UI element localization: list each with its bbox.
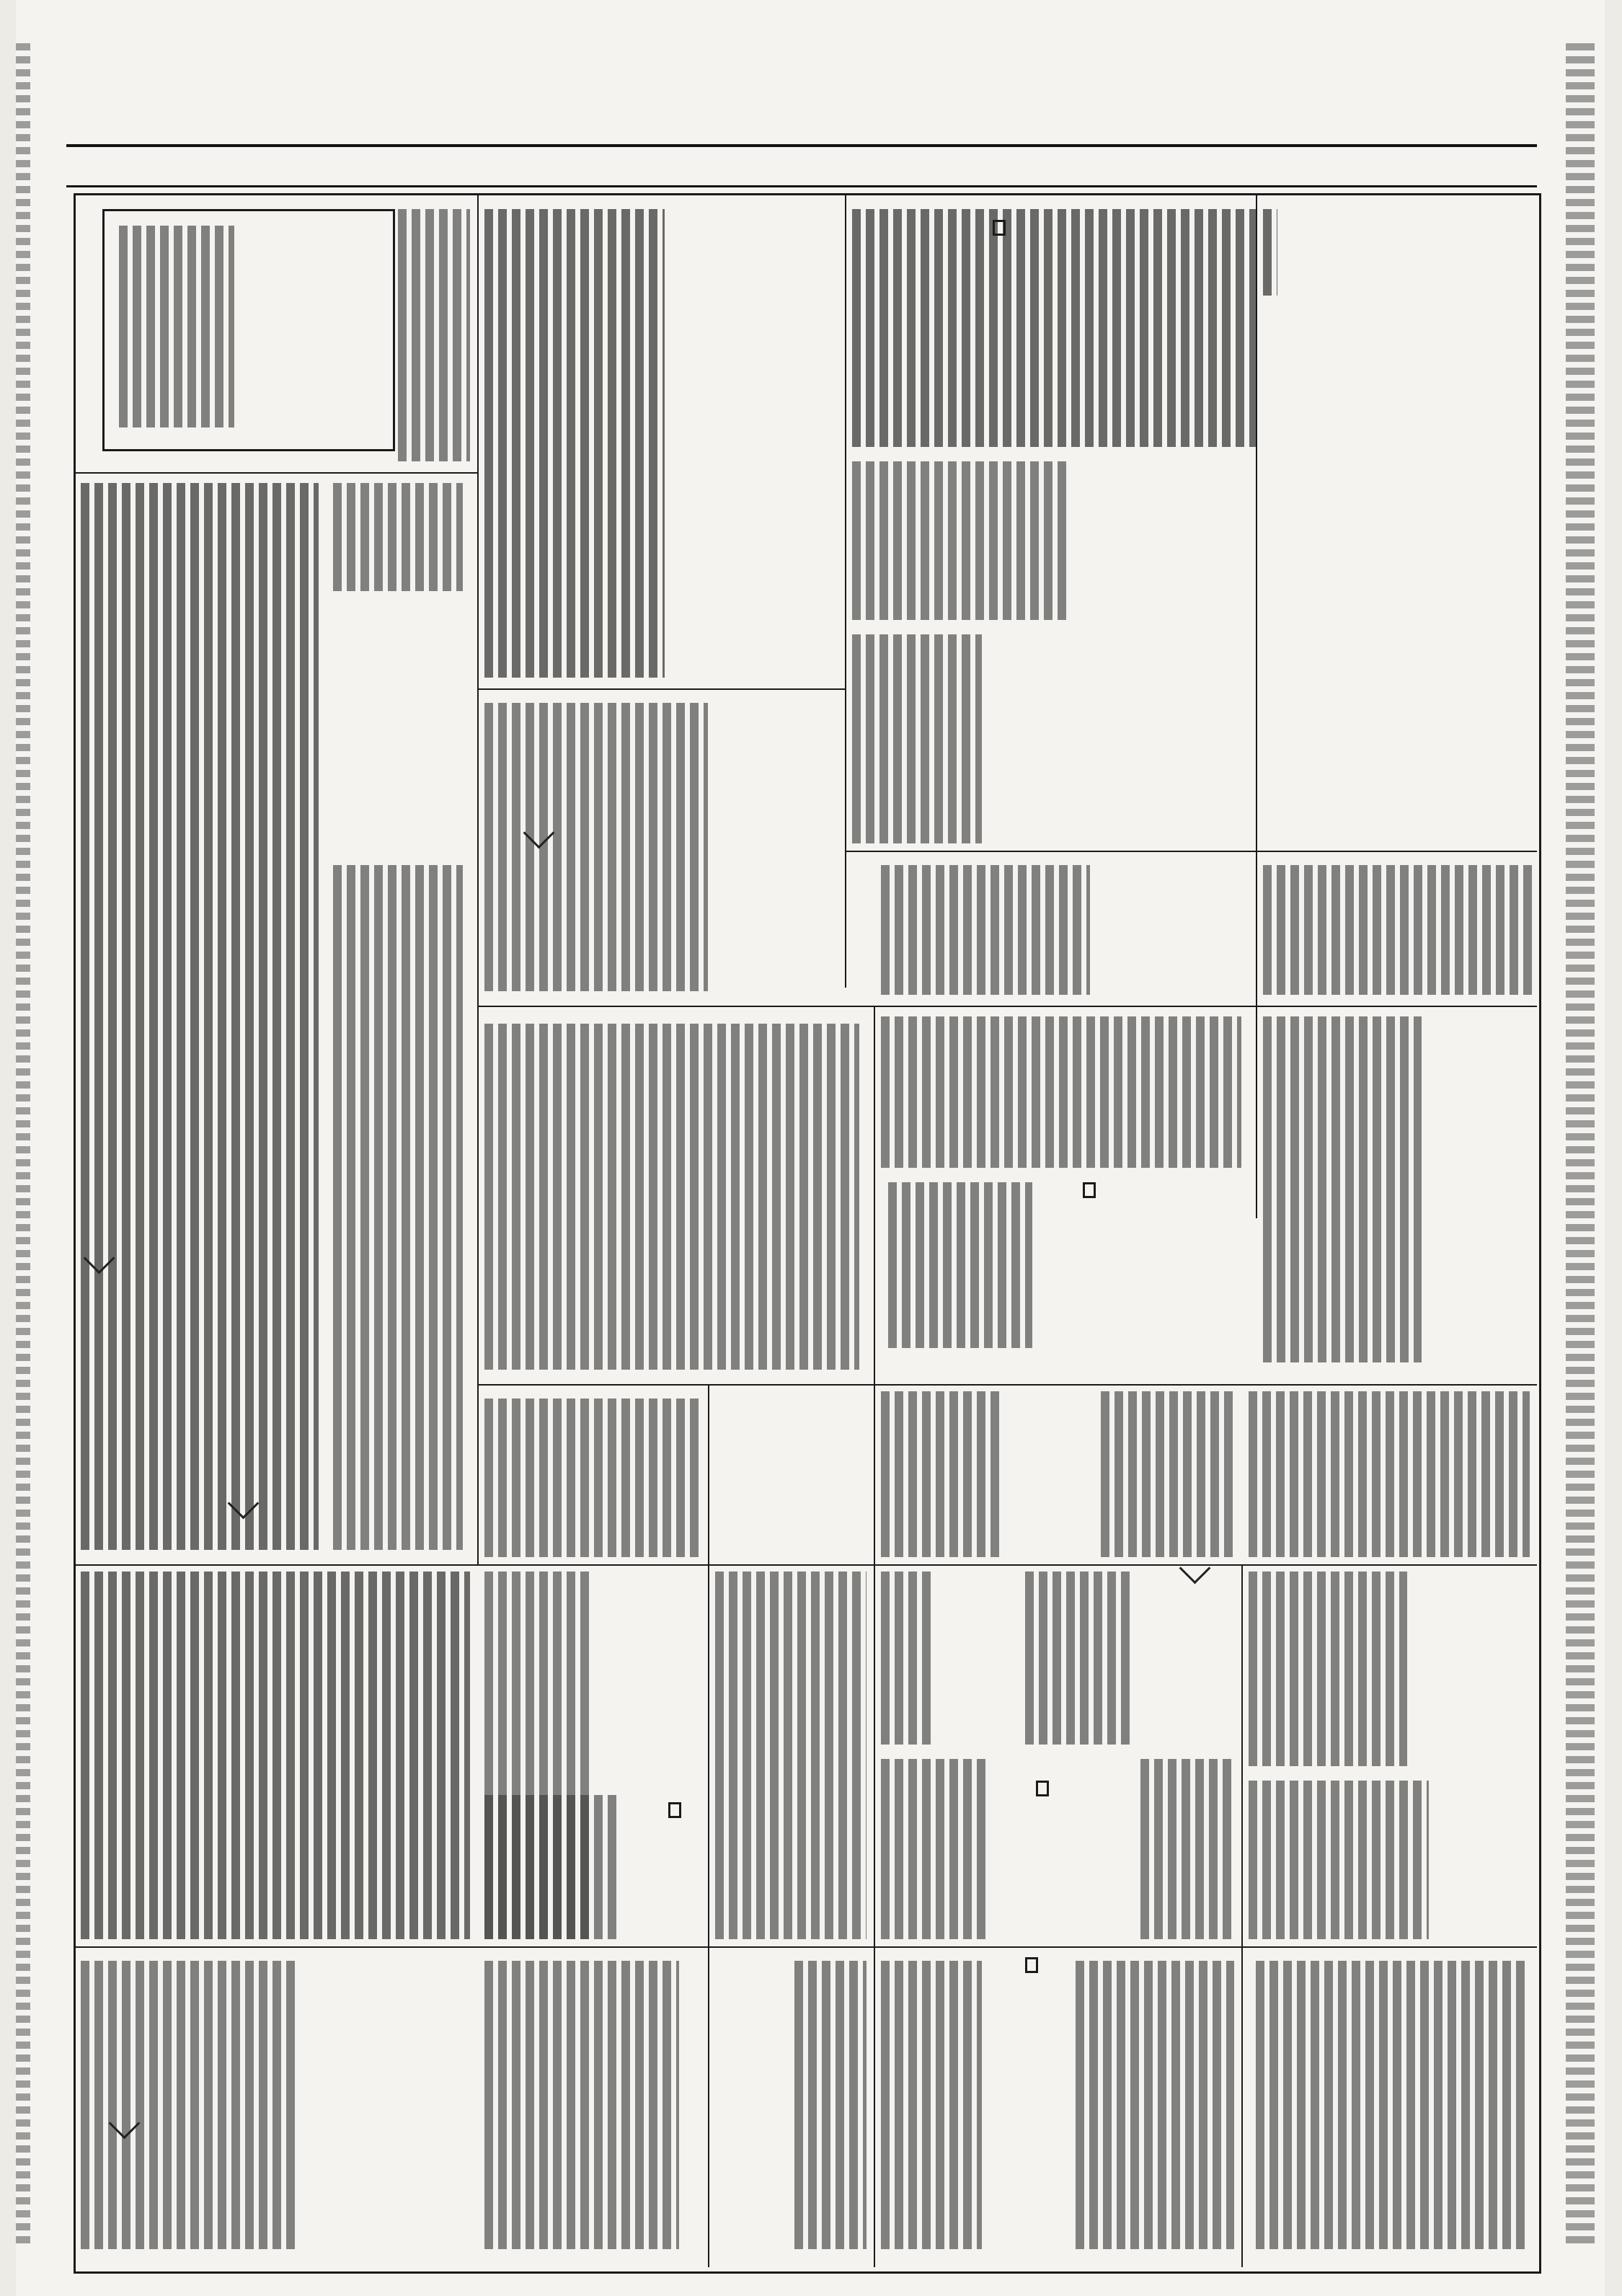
zhongshan-hall-headline: [668, 1802, 681, 1818]
party-inspectors-body: [484, 703, 708, 991]
transport-chief-body: [881, 1961, 982, 2249]
chairman-box: [102, 209, 395, 451]
column-rule: [1256, 195, 1257, 1218]
yongfeng-headline: [1036, 1781, 1049, 1796]
ministry-monthly-body: [1263, 865, 1537, 995]
lead-body: [1263, 209, 1277, 296]
section-rule: [477, 1006, 1537, 1007]
lead-body: [852, 209, 1256, 447]
column-rule: [845, 195, 846, 988]
column-rule: [1241, 1564, 1243, 2267]
section-rule: [477, 1384, 1537, 1386]
lead-body-continued: [852, 461, 1068, 620]
masthead-bottom-rule: [66, 185, 1537, 187]
darlan-body: [852, 634, 982, 843]
editorial-body-continued: [484, 1024, 859, 1370]
ministry-monthly-body: [881, 865, 1090, 995]
chairman-box-body: [119, 226, 234, 427]
today-race-body: [1249, 1781, 1429, 1939]
section-rule: [75, 1946, 1537, 1948]
corner-body: [398, 209, 470, 461]
xian-18th-body: [881, 1572, 931, 1745]
collective-wedding-body: [881, 1391, 1003, 1557]
british-guns-body: [484, 209, 665, 678]
section-rule: [75, 472, 477, 474]
yongfeng-body: [881, 1759, 989, 1939]
transport-chief-headline: [1025, 1957, 1038, 1973]
zhongshan-hall-body: [484, 1795, 621, 1939]
de-chengren-body: [888, 1182, 1032, 1348]
column-rule: [477, 195, 479, 1564]
food-oil-body: [794, 1961, 867, 2249]
yongfeng-body: [1140, 1759, 1234, 1939]
tuyu-workers-body: [1101, 1391, 1238, 1557]
section-rule: [845, 851, 1537, 852]
editorial-body: [333, 483, 463, 591]
masthead: [66, 144, 1537, 187]
bereaved-families-body: [715, 1572, 867, 1939]
xiangtian-body: [1263, 1016, 1422, 1362]
national-govt-order-body: [1256, 1961, 1530, 2249]
small-industry-body-bottom: [81, 1572, 470, 1939]
column-rule: [874, 1006, 875, 2267]
right-margin-bleed: [1566, 43, 1595, 2249]
editorial-body: [81, 483, 319, 1550]
masthead-top-rule: [66, 144, 1537, 147]
editorial-body: [333, 865, 463, 1550]
de-chengren-headline: [1083, 1182, 1096, 1198]
hu-die-body: [1249, 1572, 1407, 1766]
editorial-body-continued: [484, 1399, 701, 1557]
county-leader-body: [81, 1961, 297, 2249]
xiangtian-body-continued: [1249, 1391, 1530, 1557]
xian-18th-body: [1025, 1572, 1133, 1745]
darlan-headline: [993, 220, 1006, 236]
transport-chief-body: [1076, 1961, 1234, 2249]
section-rule: [477, 688, 845, 690]
ministry-monthly-body-continued: [881, 1016, 1241, 1168]
column-rule: [708, 1384, 709, 2267]
newspaper-page: [16, 0, 1605, 2296]
left-margin-bleed: [16, 43, 30, 2249]
section-rule: [75, 1564, 1537, 1566]
food-oil-body: [484, 1961, 679, 2249]
